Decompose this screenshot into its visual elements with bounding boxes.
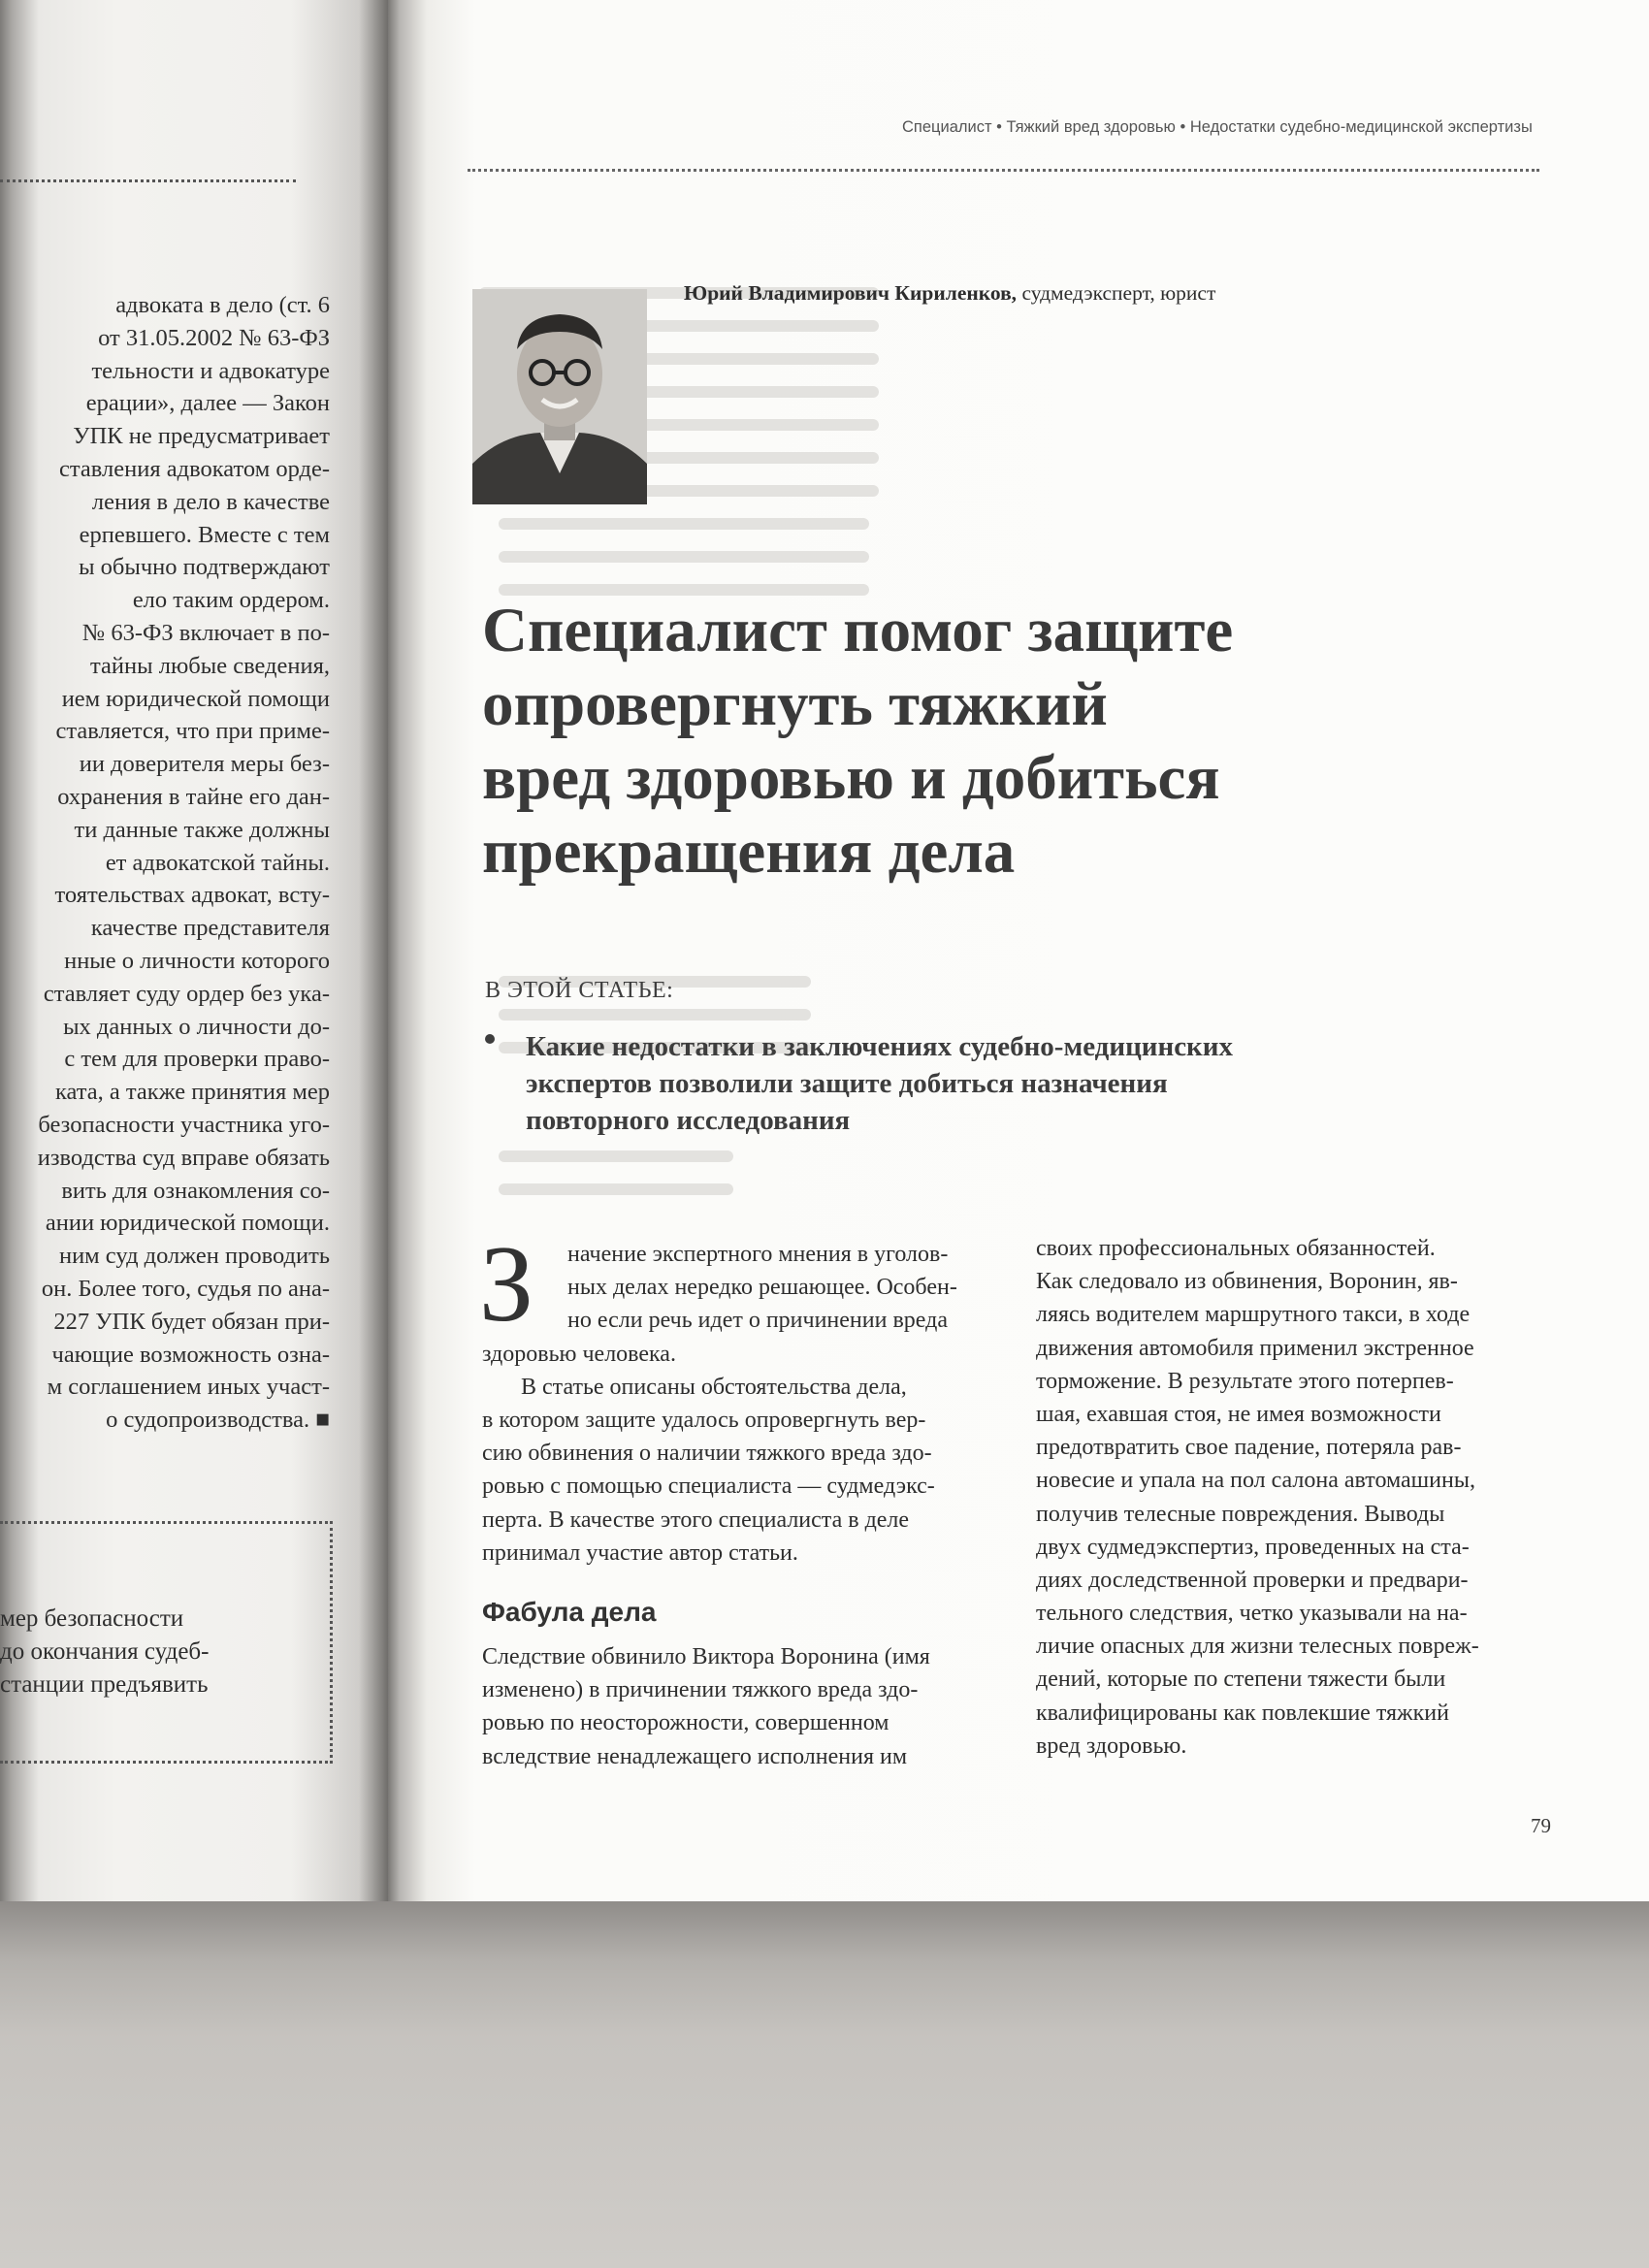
body-line: торможение. В результате этого потерпев- [1036,1368,1454,1394]
body-line: предотвратить свое падение, потеряла рав- [1036,1435,1462,1461]
left-line: чающие возможность озна- [51,1341,330,1368]
left-line: с тем для проверки право- [64,1046,330,1073]
body-line: Как следовало из обвинения, Воронин, яв- [1036,1269,1458,1295]
body-line: квалифицированы как повлекшие тяжкий [1036,1700,1449,1726]
author-photo [472,289,647,504]
section-heading: Фабула дела [482,1597,657,1627]
body-line: в котором защите удалось опровергнуть вер- [482,1407,926,1433]
left-line: о судопроизводства. ■ [106,1407,330,1434]
left-line: вить для ознакомления со- [61,1177,330,1204]
body-line: перта. В качестве этого специалиста в деле [482,1507,910,1533]
body-line: ных делах нередко решающее. Особен- [567,1275,957,1301]
left-line: ет адвокатской тайны. [105,849,330,876]
scan-bottom-shadow [0,1901,1649,2268]
body-column-1 [482,1238,1000,1570]
bullet-line: повторного исследования [526,1105,851,1136]
left-line: ления в дело в качестве [91,488,330,515]
title-line: Специалист помог защите [482,596,1234,665]
body-line: двух судмедэкспертиз, проведенных на ста- [1036,1534,1470,1560]
body-line: ляясь водителем маршрутного такси, в ходе [1036,1302,1471,1328]
running-head: Специалист • Тяжкий вред здоровью • Недостатки судебно-медицинской экспертизы [902,118,1533,136]
body-column-2 [1036,1232,1560,1763]
author-name: Юрий Владимирович Кириленков, [684,281,1018,305]
body-line: новесие и упала на пол салона автомашины, [1036,1468,1475,1494]
left-line: тельности и адвокатуре [91,357,330,384]
left-line: ерации», далее — Закон [85,390,330,417]
body-line: В статье описаны обстоятельства дела, [521,1374,907,1400]
left-line: 227 УПК будет обязан при- [53,1308,330,1335]
left-line: ием юридической помощи [61,685,330,712]
body-line: начение экспертного мнения в уголов- [567,1242,949,1267]
left-box-line: мер безопасности [0,1605,184,1632]
body-line: дений, которые по степени тяжести были [1036,1667,1446,1693]
body-line: ровью по неосторожности, совершенном [482,1710,889,1736]
left-page-text [0,289,330,1437]
left-line: нные о личности которого [64,947,330,974]
author-role: судмедэксперт, юрист [1021,281,1216,305]
left-line: ним суд должен проводить [58,1243,330,1270]
left-line: он. Более того, судья по ана- [41,1275,330,1302]
body-line: тельного следствия, четко указывали на на- [1036,1601,1468,1627]
bullet-line: экспертов позволили защите добиться назначения [526,1068,1168,1099]
left-page-divider [0,179,296,182]
title-line: вред здоровью и добиться [482,743,1220,813]
article-title [482,594,1452,889]
left-line: ии доверителя меры без- [79,751,330,778]
title-line: прекращения дела [482,817,1016,887]
body-line: вследствие ненадлежащего исполнения им [482,1743,908,1769]
left-line: ых данных о личности до- [63,1013,330,1040]
left-line: ело таким ордером. [132,587,330,614]
body-line: Следствие обвинило Виктора Воронина (имя [482,1644,930,1669]
page-number: 79 [1531,1814,1551,1837]
left-line: тоятельствах адвокат, всту- [54,882,330,909]
left-box-text [0,1603,209,1701]
left-line: ката, а также принятия мер [55,1079,330,1106]
body-line: ровью с помощью специалиста — судмедэкс- [482,1474,935,1500]
left-line: охранения в тайне его дан- [57,783,330,810]
body-line: принимал участие автор статьи. [482,1539,798,1566]
left-line: № 63-ФЗ включает в по- [81,619,330,646]
left-line: безопасности участника уго- [38,1111,330,1138]
left-line: от 31.05.2002 № 63-ФЗ [98,324,330,351]
left-line: м соглашением иных участ- [47,1374,330,1401]
body-line: своих профессиональных обязанностей. [1036,1236,1436,1261]
body-line: личие опасных для жизни телесных повреж- [1036,1634,1479,1660]
title-line: опровергнуть тяжкий [482,669,1108,739]
left-line: ы обычно подтверждают [79,554,330,581]
running-head-divider [468,169,1539,172]
body-line: но если речь идет о причинении вреда [567,1308,948,1334]
body-column-1-continued [482,1640,1000,1773]
left-box-line: до окончания судеб- [0,1638,210,1665]
body-line: получив телесные повреждения. Выводы [1036,1501,1445,1527]
body-line: сию обвинения о наличии тяжкого вреда здо- [482,1441,932,1467]
left-line: ти данные также должны [74,816,330,843]
left-line: качестве представителя [90,915,330,942]
body-line: здоровью человека. [482,1341,676,1367]
left-line: изводства суд вправе обязать [37,1144,330,1171]
left-box-line: станции предъявить [0,1671,209,1698]
left-line: ставляется, что при приме- [55,718,330,745]
drop-cap: З [479,1224,534,1345]
left-line: ании юридической помощи. [45,1210,330,1237]
body-line: изменено) в причинении тяжкого вреда здо- [482,1677,919,1703]
left-line: ставления адвокатом орде- [59,455,330,482]
bullet-line: Какие недостатки в заключениях судебно-медицинских [526,1031,1233,1062]
body-line: движения автомобиля применил экстренное [1036,1335,1474,1361]
left-line: УПК не предусматривает [73,423,330,450]
left-line: адвоката в дело (ст. 6 [115,292,330,318]
in-this-article-bullet [526,1028,1233,1139]
body-line: вред здоровью. [1036,1733,1187,1759]
author-byline [684,281,1215,306]
left-line: ставляет суду ордер без ука- [43,980,330,1007]
left-line: ерпевшего. Вместе с тем [79,521,330,548]
left-line: тайны любые сведения, [90,652,330,679]
bullet-icon [485,1034,495,1044]
in-this-article-label: В ЭТОЙ СТАТЬЕ: [485,978,674,1003]
body-line: диях доследственной проверки и предвари- [1036,1567,1469,1593]
body-line: шая, ехавшая стоя, не имея возможности [1036,1401,1441,1427]
